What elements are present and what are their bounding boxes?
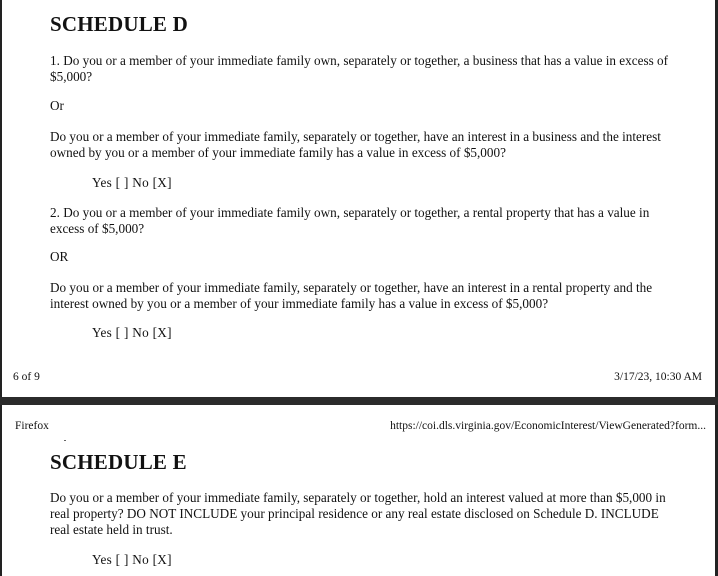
- schedule-e-question-1: Do you or a member of your immediate family, separately or together, hold an interest valued at more than $5,000 in real property? DO NOT INCLUDE your principal residence or any real estate disclosed on Schedule D. INCLUDE real estate held in trust.: [50, 490, 666, 537]
- page-url: https://coi.dls.virginia.gov/EconomicInterest/ViewGenerated?form...: [390, 420, 706, 432]
- schedule-d-or-2: OR: [50, 249, 69, 264]
- schedule-e-question-1-answer: Yes [ ] No [X]: [92, 552, 172, 567]
- schedule-d-or-1: Or: [50, 98, 64, 113]
- print-datetime: 3/17/23, 10:30 AM: [614, 371, 702, 383]
- browser-name: Firefox: [15, 420, 49, 432]
- document-page-7: [0, 405, 718, 576]
- schedule-d-question-2-answer: Yes [ ] No [X]: [92, 325, 172, 340]
- print-mark: [64, 440, 66, 441]
- schedule-e-heading: SCHEDULE E: [50, 450, 187, 474]
- page-left-edge: [0, 0, 2, 397]
- page-left-edge: [0, 405, 2, 576]
- page-number: 6 of 9: [13, 371, 40, 383]
- schedule-d-question-1: 1. Do you or a member of your immediate family own, separately or together, a business that has a value in excess of $5,000?: [50, 53, 669, 84]
- schedule-d-question-1-answer: Yes [ ] No [X]: [92, 175, 172, 190]
- page-break-divider: [0, 397, 718, 405]
- schedule-d-heading: SCHEDULE D: [50, 12, 188, 36]
- schedule-d-question-2-alt: Do you or a member of your immediate family, separately or together, have an interest in a rental property and the interest owned by you or a member of your immediate family has a value in excess of $5,000?: [50, 280, 653, 311]
- schedule-d-question-1-alt: Do you or a member of your immediate family, separately or together, have an interest in a business and the interest owned by you or a member of your immediate family has a value in excess of $5,000?: [50, 129, 661, 160]
- schedule-d-question-2: 2. Do you or a member of your immediate family own, separately or together, a rental property that has a value in excess of $5,000?: [50, 205, 650, 236]
